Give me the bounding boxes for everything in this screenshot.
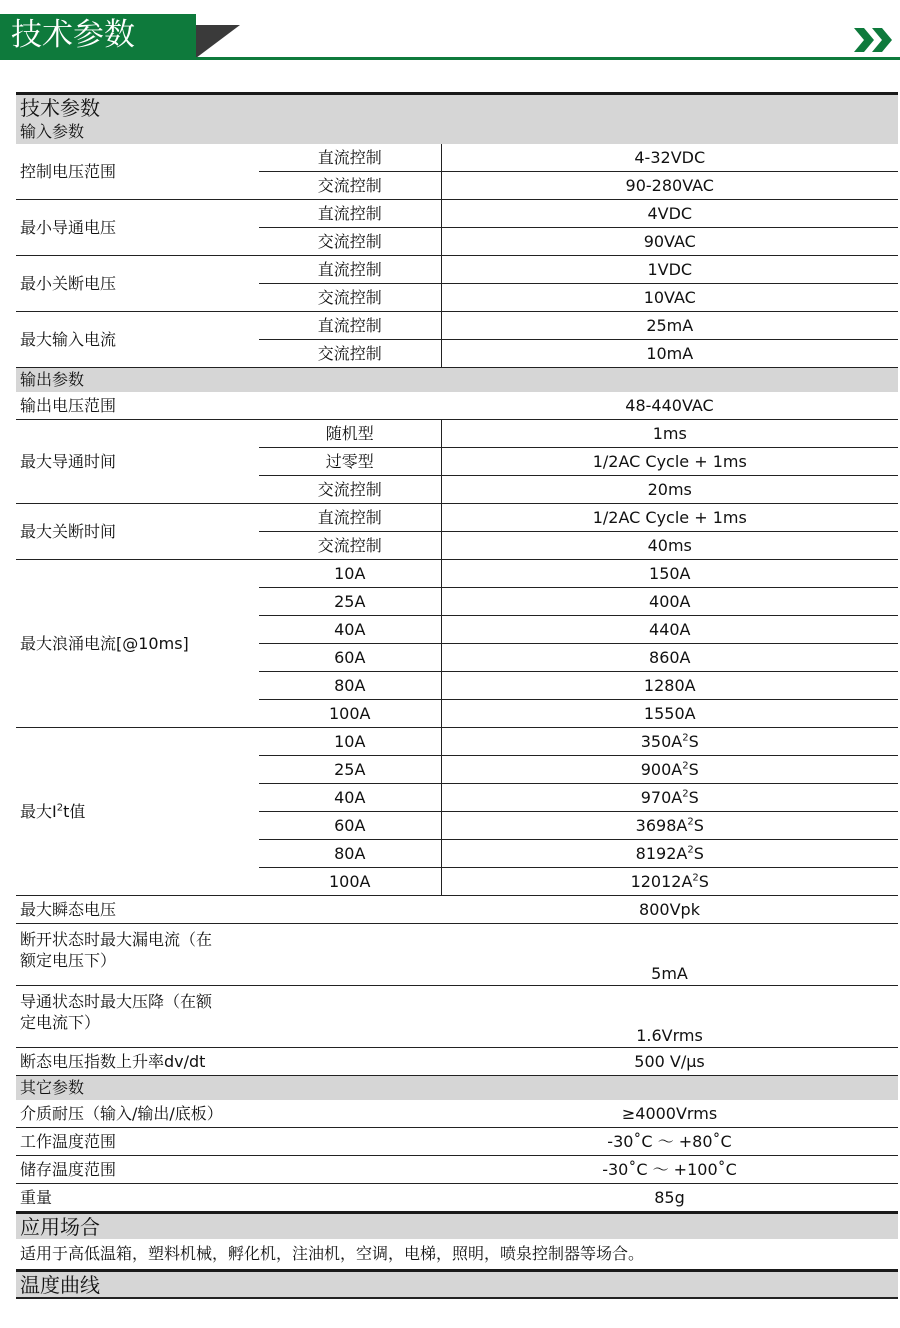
row-value: 10VAC [441, 284, 898, 312]
section-title: 输出参数 [16, 368, 898, 393]
spec-table [16, 92, 898, 1299]
row-value: -30˚C ～ +100˚C [441, 1156, 898, 1184]
row-mode: 直流控制 [259, 312, 441, 340]
row-value: 25mA [441, 312, 898, 340]
row-mode: 10A [259, 560, 441, 588]
section-header-input [16, 120, 898, 144]
row-label: 介质耐压（输入/输出/底板） [16, 1100, 441, 1128]
row-mode: 25A [259, 756, 441, 784]
spec-document [16, 92, 898, 1299]
row-value: 10mA [441, 340, 898, 368]
section-header-application [16, 1213, 898, 1240]
row-mode: 10A [259, 728, 441, 756]
row-mode: 交流控制 [259, 228, 441, 256]
row-value [441, 756, 898, 784]
table-row [16, 1239, 898, 1271]
row-label [16, 986, 441, 1048]
value-number: 12012 [630, 871, 682, 891]
label-line: 导通状态时最大压降（在额 [20, 992, 213, 1011]
value-number: 8192 [635, 843, 677, 863]
section-title: 技术参数 [16, 94, 898, 121]
row-label [16, 924, 441, 986]
row-label: 最大瞬态电压 [16, 896, 441, 924]
unit-superscript: 2 [682, 732, 689, 744]
row-label: 最大关断时间 [16, 504, 259, 560]
unit-superscript: 2 [682, 760, 689, 772]
table-row [16, 144, 898, 172]
banner-title: 技术参数 [11, 17, 135, 53]
row-mode: 60A [259, 644, 441, 672]
row-mode: 80A [259, 672, 441, 700]
value-number: 350 [640, 731, 672, 751]
unit-text: A [671, 731, 683, 751]
row-label: 控制电压范围 [16, 144, 259, 200]
table-row [16, 200, 898, 228]
unit-superscript: 2 [687, 844, 694, 856]
unit-superscript: 2 [682, 788, 689, 800]
row-value: 500 V/μs [441, 1048, 898, 1076]
table-row [16, 1048, 898, 1076]
value-number: 970 [640, 787, 672, 807]
row-value: ≥4000Vrms [441, 1100, 898, 1128]
section-header-spec [16, 94, 898, 121]
row-label: 输出电压范围 [16, 392, 441, 420]
row-value: 1550A [441, 700, 898, 728]
label-text: t值 [63, 801, 86, 821]
row-mode: 直流控制 [259, 200, 441, 228]
table-row [16, 256, 898, 284]
section-title: 输入参数 [16, 120, 898, 144]
double-chevron-right-icon [852, 27, 898, 53]
row-value: 4VDC [441, 200, 898, 228]
label-line: 断开状态时最大漏电流（在 [20, 930, 213, 949]
row-value: 40ms [441, 532, 898, 560]
row-label: 重量 [16, 1184, 441, 1213]
unit-text: S [693, 843, 704, 863]
row-value: 1VDC [441, 256, 898, 284]
row-mode: 过零型 [259, 448, 441, 476]
table-row [16, 1156, 898, 1184]
row-value: 860A [441, 644, 898, 672]
row-mode: 100A [259, 868, 441, 896]
table-row [16, 312, 898, 340]
section-title: 温度曲线 [16, 1271, 898, 1299]
row-label: 最小关断电压 [16, 256, 259, 312]
row-value: 400A [441, 588, 898, 616]
unit-text: A [671, 787, 683, 807]
table-row [16, 1100, 898, 1128]
unit-text: S [688, 731, 699, 751]
row-value: 1ms [441, 420, 898, 448]
row-value: 90VAC [441, 228, 898, 256]
row-label: 断态电压指数上升率dv/dt [16, 1048, 441, 1076]
unit-superscript: 2 [692, 872, 699, 884]
row-mode: 40A [259, 784, 441, 812]
label-line: 定电流下） [20, 1013, 101, 1032]
unit-text: A [671, 759, 683, 779]
row-label: 最大输入电流 [16, 312, 259, 368]
table-row [16, 924, 898, 986]
row-mode: 60A [259, 812, 441, 840]
application-text: 适用于高低温箱，塑料机械，孵化机，注油机，空调，电梯，照明，喷泉控制器等场合。 [16, 1239, 898, 1271]
row-mode: 交流控制 [259, 532, 441, 560]
row-mode: 交流控制 [259, 476, 441, 504]
row-label [16, 728, 259, 896]
label-superscript: 2 [56, 802, 64, 814]
row-value [441, 840, 898, 868]
unit-text: S [698, 871, 709, 891]
row-value: 20ms [441, 476, 898, 504]
row-value [441, 784, 898, 812]
row-mode: 直流控制 [259, 144, 441, 172]
row-mode: 直流控制 [259, 256, 441, 284]
row-label: 最小导通电压 [16, 200, 259, 256]
unit-superscript: 2 [687, 816, 694, 828]
label-line: 额定电压下） [20, 951, 117, 970]
row-value: 4-32VDC [441, 144, 898, 172]
unit-text: S [693, 815, 704, 835]
row-label: 最大浪涌电流[@10ms] [16, 560, 259, 728]
table-row [16, 728, 898, 756]
row-mode: 交流控制 [259, 172, 441, 200]
row-value: 5mA [441, 924, 898, 986]
table-row [16, 420, 898, 448]
row-value: 1/2AC Cycle + 1ms [441, 504, 898, 532]
table-row [16, 896, 898, 924]
table-row [16, 986, 898, 1048]
row-value [441, 868, 898, 896]
banner-wedge-decoration [196, 25, 240, 58]
row-value: 48-440VAC [441, 392, 898, 420]
table-row [16, 1128, 898, 1156]
table-row [16, 1184, 898, 1213]
row-label: 储存温度范围 [16, 1156, 441, 1184]
row-value: 440A [441, 616, 898, 644]
unit-text: A [681, 871, 693, 891]
table-row [16, 504, 898, 532]
row-mode: 25A [259, 588, 441, 616]
row-value: 800Vpk [441, 896, 898, 924]
section-title: 其它参数 [16, 1076, 898, 1101]
table-row [16, 392, 898, 420]
row-value: 150A [441, 560, 898, 588]
unit-text: A [676, 815, 688, 835]
row-mode: 交流控制 [259, 340, 441, 368]
row-mode: 80A [259, 840, 441, 868]
section-header-curve [16, 1271, 898, 1299]
row-mode: 100A [259, 700, 441, 728]
section-header-output [16, 368, 898, 393]
row-mode: 随机型 [259, 420, 441, 448]
row-label: 工作温度范围 [16, 1128, 441, 1156]
section-header-other [16, 1076, 898, 1101]
row-value: 1.6Vrms [441, 986, 898, 1048]
row-value: 1/2AC Cycle + 1ms [441, 448, 898, 476]
row-mode: 40A [259, 616, 441, 644]
row-value: 85g [441, 1184, 898, 1213]
banner-rule [0, 57, 900, 60]
value-number: 3698 [635, 815, 677, 835]
unit-text: A [676, 843, 688, 863]
row-value: 1280A [441, 672, 898, 700]
unit-text: S [688, 787, 699, 807]
row-value: -30˚C ～ +80˚C [441, 1128, 898, 1156]
page-banner [0, 0, 900, 62]
row-label: 最大导通时间 [16, 420, 259, 504]
row-mode: 直流控制 [259, 504, 441, 532]
unit-text: S [688, 759, 699, 779]
row-value: 90-280VAC [441, 172, 898, 200]
row-value [441, 812, 898, 840]
section-title: 应用场合 [16, 1213, 898, 1240]
value-number: 900 [640, 759, 672, 779]
row-mode: 交流控制 [259, 284, 441, 312]
label-text: 最大I [20, 801, 57, 821]
row-value [441, 728, 898, 756]
table-row [16, 560, 898, 588]
